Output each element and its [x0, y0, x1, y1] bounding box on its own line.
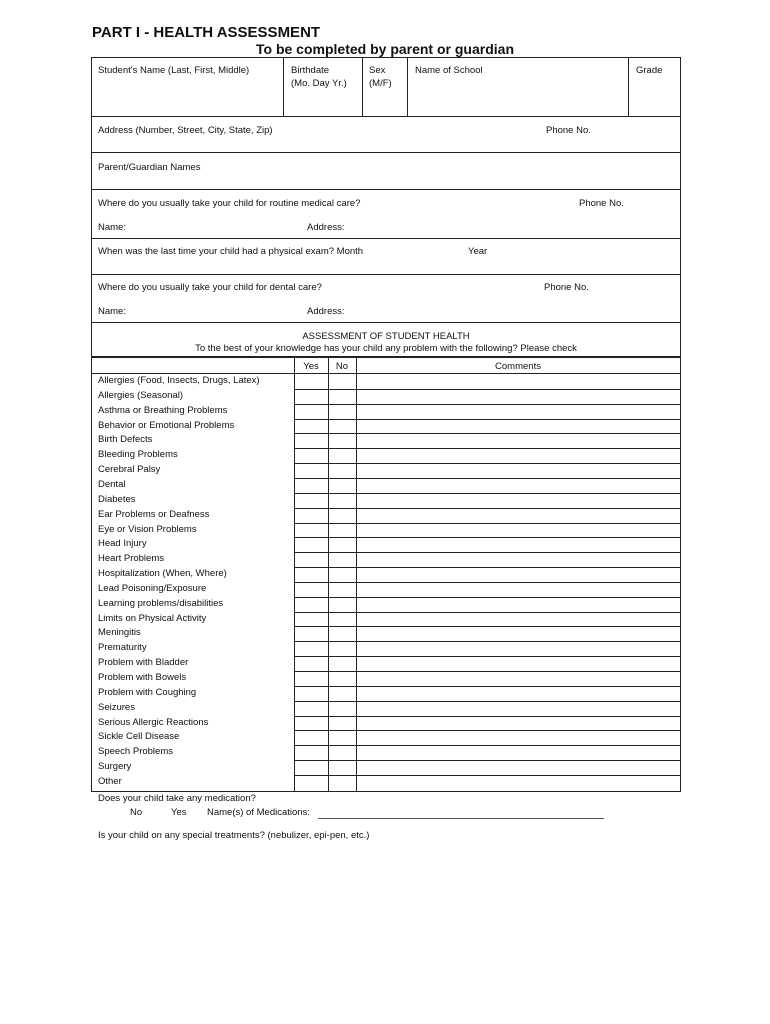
medication-no-option[interactable]: No	[130, 807, 143, 818]
row-divider	[357, 582, 680, 583]
row-divider	[295, 389, 328, 390]
condition-comment-field[interactable]	[357, 419, 680, 434]
condition-comment-field[interactable]	[357, 404, 680, 419]
row-divider	[357, 552, 680, 553]
row-divider	[329, 686, 356, 687]
condition-label: Problem with Coughing	[98, 686, 197, 698]
condition-yes-checkbox[interactable]	[295, 508, 328, 523]
row-divider	[357, 730, 680, 731]
condition-label: Problem with Bowels	[98, 672, 187, 683]
row-divider	[295, 404, 328, 405]
school-field[interactable]: Name of School	[415, 65, 483, 76]
divider	[680, 357, 681, 791]
row-divider	[357, 523, 680, 524]
condition-label: Behavior or Emotional Problems	[98, 419, 235, 431]
condition-comment-field[interactable]	[357, 641, 680, 656]
condition-yes-checkbox[interactable]	[295, 419, 328, 434]
condition-yes-checkbox[interactable]	[295, 745, 328, 760]
divider	[407, 57, 408, 117]
row-divider	[357, 463, 680, 464]
row-divider	[295, 701, 328, 702]
condition-no-checkbox[interactable]	[329, 478, 356, 493]
row-divider	[357, 404, 680, 405]
row-divider	[295, 419, 328, 420]
row-divider	[295, 463, 328, 464]
parent-names-field[interactable]: Parent/Guardian Names	[98, 162, 201, 173]
condition-yes-checkbox[interactable]	[295, 626, 328, 641]
row-divider	[357, 701, 680, 702]
divider	[91, 357, 681, 358]
condition-comment-field[interactable]	[357, 582, 680, 597]
condition-no-checkbox[interactable]	[329, 493, 356, 508]
condition-no-checkbox[interactable]	[329, 508, 356, 523]
sex-field[interactable]: Sex	[369, 65, 386, 76]
row-divider	[329, 656, 356, 657]
condition-comment-field[interactable]	[357, 745, 680, 760]
condition-comment-field[interactable]	[357, 716, 680, 731]
row-divider	[357, 745, 680, 746]
condition-label: Asthma or Breathing Problems	[98, 404, 228, 416]
condition-yes-checkbox[interactable]	[295, 582, 328, 597]
medication-yes-option[interactable]: Yes	[171, 807, 187, 818]
row-divider	[329, 433, 356, 434]
divider	[91, 152, 681, 153]
condition-yes-checkbox[interactable]	[295, 760, 328, 775]
row-divider	[357, 656, 680, 657]
row-divider	[357, 760, 680, 761]
medication-question: Does your child take any medication?	[98, 793, 256, 804]
condition-label: Meningitis	[98, 627, 141, 639]
condition-comment-field[interactable]	[357, 567, 680, 582]
condition-no-checkbox[interactable]	[329, 701, 356, 716]
row-divider	[357, 612, 680, 613]
row-divider	[295, 671, 328, 672]
condition-no-checkbox[interactable]	[329, 523, 356, 538]
row-divider	[329, 419, 356, 420]
condition-yes-checkbox[interactable]	[295, 374, 328, 389]
dental-phone-field[interactable]: Phone No.	[544, 282, 589, 293]
row-divider	[357, 389, 680, 390]
row-divider	[329, 775, 356, 776]
phone-field[interactable]: Phone No.	[546, 125, 591, 136]
condition-yes-checkbox[interactable]	[295, 404, 328, 419]
condition-label: Lead Poisoning/Exposure	[98, 582, 207, 594]
condition-no-checkbox[interactable]	[329, 656, 356, 671]
condition-yes-checkbox[interactable]	[295, 478, 328, 493]
assessment-heading: ASSESSMENT OF STUDENT HEALTH	[302, 331, 470, 342]
dental-care-question[interactable]: Where do you usually take your child for dental care?	[98, 282, 322, 293]
physical-exam-month-field[interactable]: When was the last time your child had a physical exam? Month	[98, 246, 364, 257]
condition-yes-checkbox[interactable]	[295, 656, 328, 671]
condition-label: Cerebral Palsy	[98, 464, 161, 476]
row-divider	[295, 478, 328, 479]
row-divider	[295, 448, 328, 449]
row-divider	[329, 716, 356, 717]
condition-comment-field[interactable]	[357, 537, 680, 552]
condition-yes-checkbox[interactable]	[295, 493, 328, 508]
condition-yes-checkbox[interactable]	[295, 448, 328, 463]
medical-name-field[interactable]: Name:	[98, 222, 126, 233]
yes-column-header: Yes	[303, 361, 319, 372]
condition-no-checkbox[interactable]	[329, 671, 356, 686]
row-divider	[329, 389, 356, 390]
condition-no-checkbox[interactable]	[329, 582, 356, 597]
condition-no-checkbox[interactable]	[329, 419, 356, 434]
condition-label: Learning problems/disabilities	[98, 597, 224, 609]
condition-no-checkbox[interactable]	[329, 686, 356, 701]
row-divider	[329, 730, 356, 731]
condition-no-checkbox[interactable]	[329, 404, 356, 419]
row-divider	[357, 716, 680, 717]
condition-comment-field[interactable]	[357, 389, 680, 404]
address-field[interactable]: Address (Number, Street, City, State, Zip)	[98, 125, 273, 136]
divider	[91, 116, 681, 117]
row-divider	[295, 686, 328, 687]
condition-label: Heart Problems	[98, 553, 164, 565]
row-divider	[295, 567, 328, 568]
condition-label: Dental	[98, 478, 126, 490]
row-divider	[357, 433, 680, 434]
row-divider	[329, 745, 356, 746]
row-divider	[357, 493, 680, 494]
condition-no-checkbox[interactable]	[329, 433, 356, 448]
condition-yes-checkbox[interactable]	[295, 537, 328, 552]
row-divider	[295, 552, 328, 553]
row-divider	[357, 508, 680, 509]
condition-label: Speech Problems	[98, 746, 173, 758]
condition-no-checkbox[interactable]	[329, 463, 356, 478]
condition-label: Allergies (Seasonal)	[98, 389, 184, 401]
row-divider	[295, 730, 328, 731]
condition-label: Surgery	[98, 761, 132, 773]
condition-no-checkbox[interactable]	[329, 537, 356, 552]
condition-no-checkbox[interactable]	[329, 552, 356, 567]
condition-label: Allergies (Food, Insects, Drugs, Latex)	[98, 375, 260, 386]
row-divider	[295, 523, 328, 524]
dental-name-field[interactable]: Name:	[98, 306, 126, 317]
row-divider	[295, 493, 328, 494]
condition-comment-field[interactable]	[357, 448, 680, 463]
condition-label: Birth Defects	[98, 434, 153, 446]
condition-comment-field[interactable]	[357, 493, 680, 508]
row-divider	[357, 641, 680, 642]
condition-label: Other	[98, 775, 122, 787]
condition-comment-field[interactable]	[357, 775, 680, 790]
condition-yes-checkbox[interactable]	[295, 597, 328, 612]
row-divider	[329, 404, 356, 405]
condition-no-checkbox[interactable]	[329, 641, 356, 656]
condition-comment-field[interactable]	[357, 433, 680, 448]
condition-yes-checkbox[interactable]	[295, 612, 328, 627]
row-divider	[329, 582, 356, 583]
row-divider	[329, 612, 356, 613]
assessment-instruction: To the best of your knowledge has your child any problem with the following? Please check	[195, 343, 577, 354]
condition-comment-field[interactable]	[357, 597, 680, 612]
condition-no-checkbox[interactable]	[329, 716, 356, 731]
condition-no-checkbox[interactable]	[329, 567, 356, 582]
row-divider	[357, 567, 680, 568]
condition-label: Sickle Cell Disease	[98, 731, 180, 743]
medical-address-field[interactable]: Address:	[307, 222, 345, 233]
condition-label: Limits on Physical Activity	[98, 612, 207, 624]
condition-comment-field[interactable]	[357, 626, 680, 641]
condition-comment-field[interactable]	[357, 760, 680, 775]
student-name-field[interactable]: Student's Name (Last, First, Middle)	[98, 65, 250, 76]
row-divider	[357, 671, 680, 672]
condition-no-checkbox[interactable]	[329, 597, 356, 612]
row-divider	[357, 537, 680, 538]
condition-no-checkbox[interactable]	[329, 448, 356, 463]
dental-address-field[interactable]: Address:	[307, 306, 345, 317]
condition-label: Problem with Bladder	[98, 657, 189, 669]
divider	[362, 57, 363, 117]
condition-comment-field[interactable]	[357, 671, 680, 686]
medical-phone-field[interactable]: Phone No.	[579, 198, 624, 209]
condition-comment-field[interactable]	[357, 463, 680, 478]
row-divider	[295, 760, 328, 761]
divider	[91, 357, 92, 791]
condition-yes-checkbox[interactable]	[295, 641, 328, 656]
form-title: PART I - HEALTH ASSESSMENT	[92, 24, 321, 41]
row-divider	[329, 552, 356, 553]
row-divider	[329, 537, 356, 538]
birthdate-format: (Mo. Day Yr.)	[291, 78, 347, 89]
condition-yes-checkbox[interactable]	[295, 686, 328, 701]
special-treatments-question[interactable]: Is your child on any special treatments? (nebulizer, epi-pen, etc.)	[98, 830, 370, 841]
condition-comment-field[interactable]	[357, 478, 680, 493]
condition-comment-field[interactable]	[357, 612, 680, 627]
divider	[91, 189, 681, 190]
condition-label: Hospitalization (When, Where)	[98, 568, 227, 580]
physical-exam-year-field[interactable]: Year	[468, 246, 488, 257]
condition-comment-field[interactable]	[357, 656, 680, 671]
row-divider	[357, 448, 680, 449]
row-divider	[295, 626, 328, 627]
row-divider	[295, 582, 328, 583]
condition-label: Prematurity	[98, 642, 147, 654]
condition-yes-checkbox[interactable]	[295, 523, 328, 538]
row-divider	[329, 567, 356, 568]
condition-label: Serious Allergic Reactions	[98, 716, 209, 728]
condition-no-checkbox[interactable]	[329, 745, 356, 760]
row-divider	[357, 478, 680, 479]
comments-column-header: Comments	[495, 361, 541, 372]
condition-yes-checkbox[interactable]	[295, 463, 328, 478]
medication-names-label: Name(s) of Medications:	[207, 807, 310, 818]
row-divider	[329, 508, 356, 509]
condition-yes-checkbox[interactable]	[295, 389, 328, 404]
grade-field[interactable]: Grade	[636, 65, 663, 76]
form-subtitle	[0, 41, 770, 57]
row-divider	[329, 523, 356, 524]
row-divider	[329, 626, 356, 627]
row-divider	[329, 448, 356, 449]
row-divider	[295, 597, 328, 598]
condition-label: Head Injury	[98, 538, 147, 550]
divider	[91, 791, 681, 792]
condition-comment-field[interactable]	[357, 701, 680, 716]
divider	[283, 57, 284, 117]
birthdate-field[interactable]: Birthdate	[291, 65, 330, 76]
condition-comment-field[interactable]	[357, 374, 680, 389]
condition-label: Ear Problems or Deafness	[98, 508, 210, 520]
row-divider	[295, 508, 328, 509]
condition-no-checkbox[interactable]	[329, 626, 356, 641]
condition-comment-field[interactable]	[357, 523, 680, 538]
condition-yes-checkbox[interactable]	[295, 730, 328, 745]
row-divider	[295, 433, 328, 434]
divider	[91, 274, 681, 275]
row-divider	[329, 463, 356, 464]
row-divider	[329, 641, 356, 642]
divider	[91, 322, 681, 323]
divider	[91, 238, 681, 239]
row-divider	[295, 641, 328, 642]
condition-yes-checkbox[interactable]	[295, 671, 328, 686]
condition-label: Seizures	[98, 701, 135, 713]
condition-comment-field[interactable]	[357, 686, 680, 701]
condition-yes-checkbox[interactable]	[295, 567, 328, 582]
row-divider	[295, 656, 328, 657]
condition-yes-checkbox[interactable]	[295, 701, 328, 716]
sex-format: (M/F)	[369, 78, 392, 89]
condition-yes-checkbox[interactable]	[295, 775, 328, 790]
row-divider	[329, 671, 356, 672]
row-divider	[295, 745, 328, 746]
medication-names-input[interactable]	[318, 818, 604, 819]
condition-no-checkbox[interactable]	[329, 760, 356, 775]
form-subtitle-text: To be completed by parent or guardian	[256, 41, 514, 57]
condition-yes-checkbox[interactable]	[295, 433, 328, 448]
no-column-header: No	[335, 361, 349, 372]
condition-no-checkbox[interactable]	[329, 389, 356, 404]
condition-label: Bleeding Problems	[98, 449, 178, 461]
condition-label: Eye or Vision Problems	[98, 523, 197, 535]
divider	[628, 57, 629, 117]
row-divider	[357, 419, 680, 420]
condition-comment-field[interactable]	[357, 552, 680, 567]
condition-yes-checkbox[interactable]	[295, 716, 328, 731]
condition-no-checkbox[interactable]	[329, 374, 356, 389]
row-divider	[357, 626, 680, 627]
condition-yes-checkbox[interactable]	[295, 552, 328, 567]
condition-no-checkbox[interactable]	[329, 612, 356, 627]
row-divider	[329, 493, 356, 494]
row-divider	[329, 597, 356, 598]
condition-no-checkbox[interactable]	[329, 775, 356, 790]
row-divider	[329, 478, 356, 479]
row-divider	[357, 775, 680, 776]
row-divider	[329, 701, 356, 702]
condition-no-checkbox[interactable]	[329, 730, 356, 745]
row-divider	[329, 760, 356, 761]
row-divider	[295, 775, 328, 776]
row-divider	[295, 612, 328, 613]
medical-care-question[interactable]: Where do you usually take your child for routine medical care?	[98, 198, 361, 209]
row-divider	[357, 597, 680, 598]
condition-label: Diabetes	[98, 493, 136, 505]
condition-comment-field[interactable]	[357, 508, 680, 523]
condition-comment-field[interactable]	[357, 730, 680, 745]
row-divider	[357, 686, 680, 687]
row-divider	[295, 537, 328, 538]
row-divider	[295, 716, 328, 717]
